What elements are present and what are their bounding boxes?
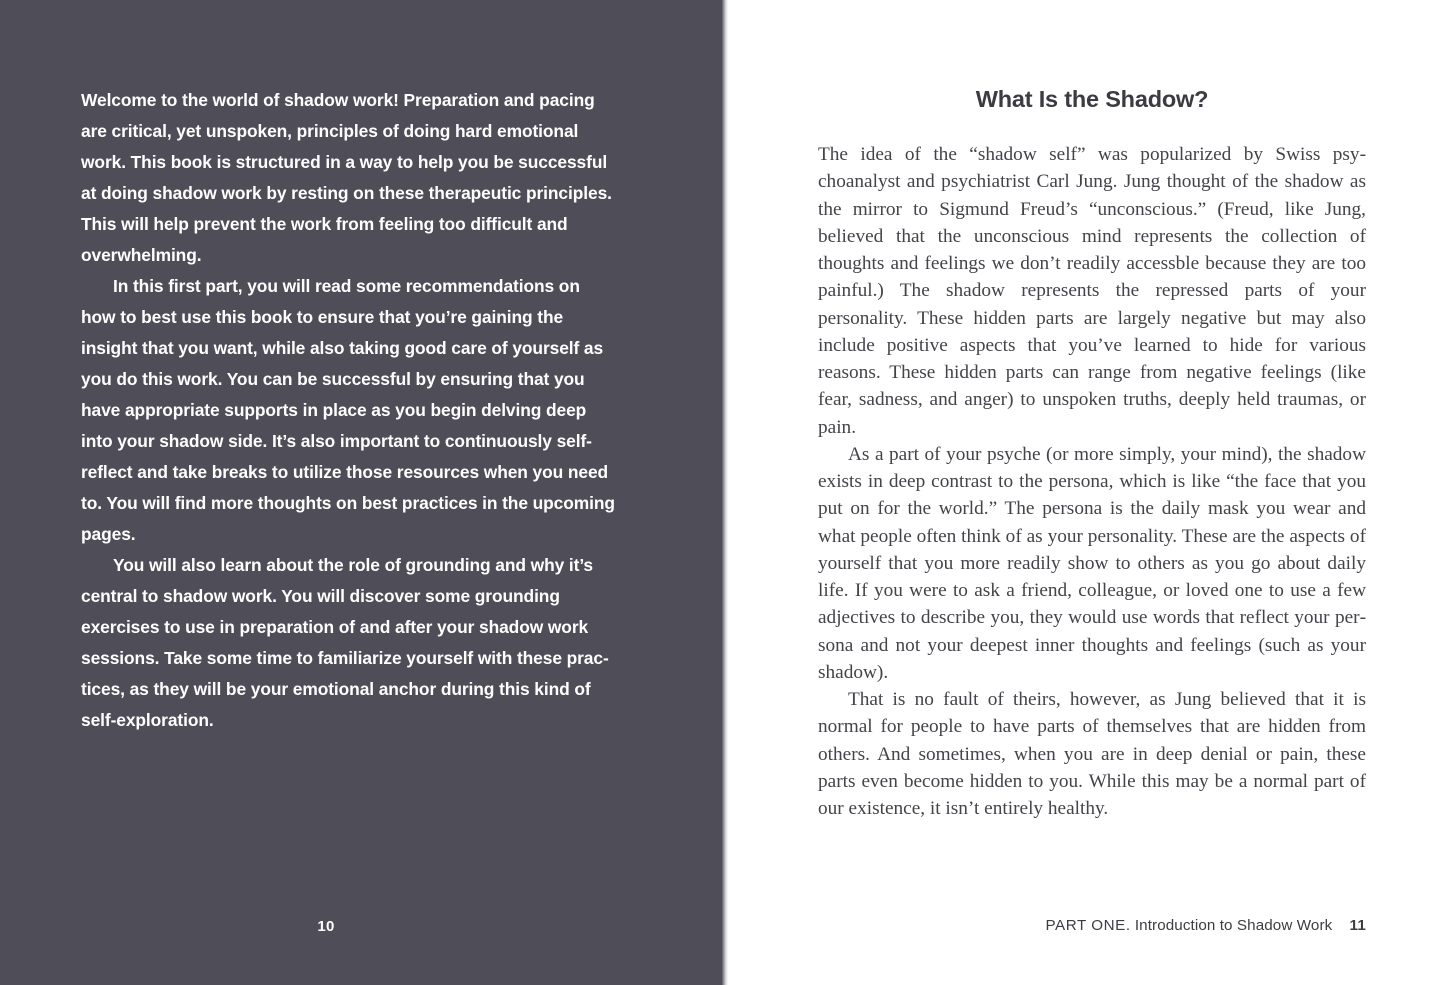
verso-paragraph-1: Welcome to the world of shadow work! Preparation and pacing are critical, yet unspoken, principles of doing hard emotional work. This book is structured in a way to help you be successful at doing shadow work by resting on these therapeutic principles. This will help prevent the work from feeling too difficult and overwhelming. (81, 90, 612, 265)
verso-page (0, 0, 722, 985)
recto-paragraph-1: The idea of the “shadow self” was popularized by Swiss psychoanalyst and psychiatrist Carl Jung. Jung thought of the shadow as the mirror to Sigmund Freud’s “unconscious.” (Freud, like Jung, believed that the unconscious mind represents the collection of thoughts and feelings we don’t readily accessble because they are too painful.) The shadow represents the repressed parts of your personality. These hidden parts are largely negative but may also include positive aspects that you’ve learned to hide for various reasons. These hidden parts can range from negative feelings (like fear, sadness, and anger) to unspoken truths, deeply held traumas, or pain. (818, 144, 1366, 438)
verso-paragraph-2: In this first part, you will read some recommendations on how to best use this book to ensure that you’re gaining the insight that you want, while also taking good care of yourself as you do this work. You can be successful by ensuring that you have appropriate supports in place as you begin delving deep into your shadow side. It’s also important to continuously self-reflect and take breaks to utilize those resources when you need to. You will find more thoughts on best practices in the upcoming pages. (81, 276, 615, 544)
part-label: PART ONE. (1045, 917, 1131, 934)
recto-running-footer (818, 917, 1366, 934)
verso-folio (0, 918, 722, 935)
recto-paragraph-2: As a part of your psyche (or more simply, your mind), the shadow exists in deep contrast to the persona, which is like “the face that you put on for the world.” The persona is the daily mask you wear and what people often think of as your personality. These are the aspects of yourself that you more readily show to others as you go about daily life. If you were to ask a friend, colleague, or loved one to use a few adjectives to describe you, they would use words that reflect your persona and not your deepest inner thoughts and feelings (such as your shadow). (818, 443, 1366, 683)
verso-paragraph-3: You will also learn about the role of grounding and why it’s central to shadow work. You will discover some grounding exercises to use in preparation of and after your shadow work sessions. Take some time to familiarize yourself with these prac-tices, as they will be your emotional anchor during this kind of self-exploration. (81, 555, 609, 730)
recto-page-number: 11 (1349, 917, 1366, 934)
section-heading: What Is the Shadow? (975, 86, 1209, 112)
recto-page (722, 0, 1445, 985)
page-gutter (722, 0, 729, 985)
verso-page-number: 10 (317, 918, 335, 935)
recto-text-block (818, 141, 1366, 822)
running-title: Introduction to Shadow Work (1134, 917, 1333, 934)
recto-paragraph-3: That is no fault of theirs, however, as Jung believed that it is normal for people to have parts of themselves that are hidden from others. And sometimes, when you are in deep denial or pain, these parts even become hidden to you. While this may be a normal part of our existence, it isn’t entirely healthy. (818, 689, 1366, 819)
verso-text-block (81, 85, 615, 736)
